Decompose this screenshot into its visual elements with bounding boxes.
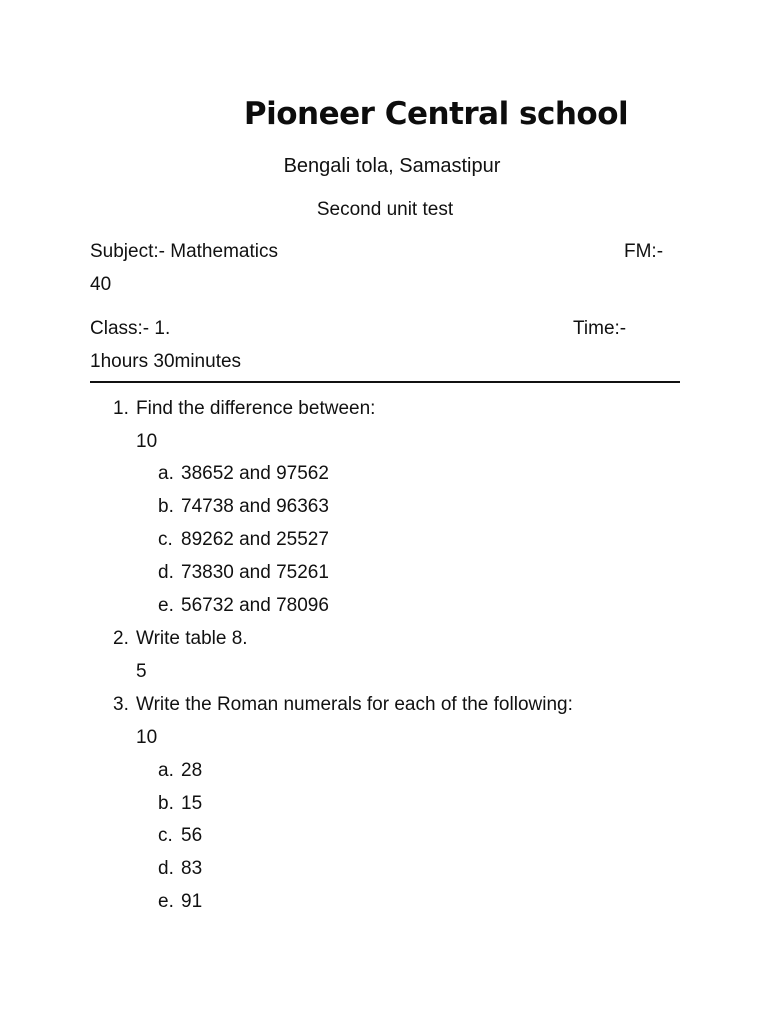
question-text: Find the difference between: [136,398,376,419]
sub-item-label: c. [158,529,173,550]
sub-item-label: a. [158,760,174,781]
question-marks: 10 [136,727,158,748]
question-number: 1. [113,398,129,419]
time-value: 1hours 30minutes [90,351,242,372]
question-text: Write the Roman numerals for each of the following: [136,694,573,715]
sub-item-text: 91 [181,891,203,912]
class-label: Class:- 1. [90,318,171,339]
sub-item-label: e. [158,891,174,912]
full-marks-value: 40 [90,274,112,295]
sub-item-text: 28 [181,760,203,781]
sub-item-label: a. [158,463,174,484]
header-divider [90,381,680,383]
question-marks: 5 [136,661,147,682]
sub-item-text: 74738 and 96363 [181,496,329,517]
sub-item-text: 56732 and 78096 [181,595,329,616]
sub-item-label: e. [158,595,174,616]
question-number: 3. [113,694,129,715]
school-name: Pioneer Central school [243,96,629,132]
sub-item-text: 73830 and 75261 [181,562,329,583]
sub-item-text: 89262 and 25527 [181,529,329,550]
school-address: Bengali tola, Samastipur [283,155,501,177]
sub-item-label: d. [158,562,174,583]
sub-item-text: 56 [181,825,203,846]
question-text: Write table 8. [136,628,248,649]
subject-label: Subject:- Mathematics [90,241,278,262]
time-label: Time:- [573,318,627,339]
test-name: Second unit test [316,199,454,220]
question-marks: 10 [136,431,158,452]
sub-item-label: c. [158,825,173,846]
full-marks-label: FM:- [624,241,664,262]
sub-item-label: d. [158,858,174,879]
sub-item-text: 15 [181,793,203,814]
sub-item-label: b. [158,793,174,814]
sub-item-text: 38652 and 97562 [181,463,329,484]
sub-item-text: 83 [181,858,203,879]
sub-item-label: b. [158,496,174,517]
question-number: 2. [113,628,129,649]
